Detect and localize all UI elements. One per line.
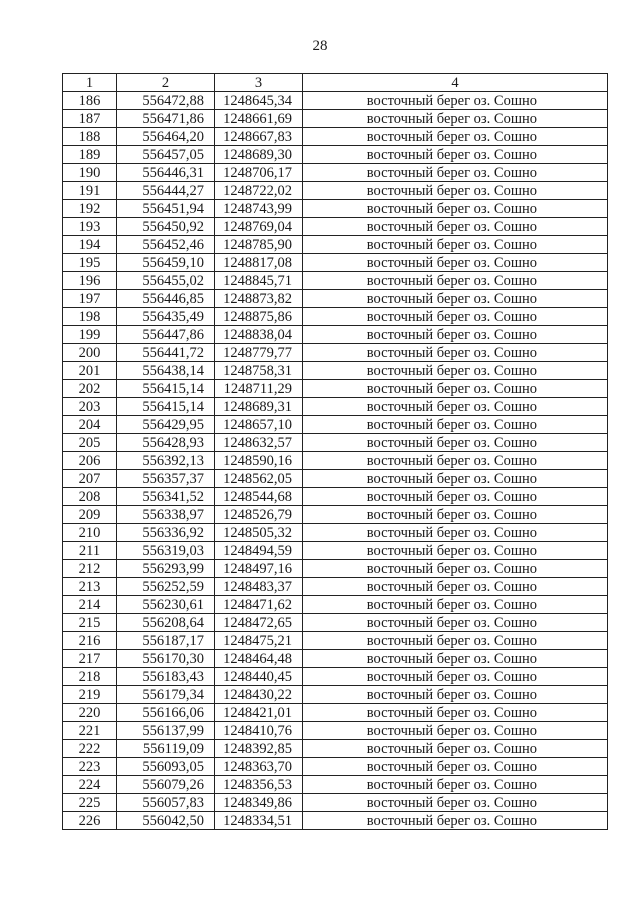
description-cell: восточный берег оз. Сошно xyxy=(303,452,608,470)
table-row xyxy=(63,614,608,632)
point-number-cell: 201 xyxy=(63,362,117,380)
point-number-cell: 217 xyxy=(63,650,117,668)
point-number-cell: 225 xyxy=(63,794,117,812)
y-coordinate-cell: 1248667,83 xyxy=(215,128,303,146)
x-coordinate-cell: 556459,10 xyxy=(117,254,215,272)
y-coordinate-cell: 1248494,59 xyxy=(215,542,303,560)
point-number-cell: 204 xyxy=(63,416,117,434)
y-coordinate-cell: 1248471,62 xyxy=(215,596,303,614)
table-row xyxy=(63,218,608,236)
y-coordinate-cell: 1248845,71 xyxy=(215,272,303,290)
table-row xyxy=(63,398,608,416)
point-number-cell: 194 xyxy=(63,236,117,254)
table-row xyxy=(63,146,608,164)
table-row xyxy=(63,434,608,452)
point-number-cell: 193 xyxy=(63,218,117,236)
y-coordinate-cell: 1248785,90 xyxy=(215,236,303,254)
point-number-cell: 208 xyxy=(63,488,117,506)
point-number-cell: 216 xyxy=(63,632,117,650)
point-number-cell: 195 xyxy=(63,254,117,272)
y-coordinate-cell: 1248430,22 xyxy=(215,686,303,704)
point-number-cell: 205 xyxy=(63,434,117,452)
description-cell: восточный берег оз. Сошно xyxy=(303,398,608,416)
description-cell: восточный берег оз. Сошно xyxy=(303,218,608,236)
point-number-cell: 226 xyxy=(63,812,117,830)
table-row xyxy=(63,380,608,398)
description-cell: восточный берег оз. Сошно xyxy=(303,164,608,182)
table-row xyxy=(63,650,608,668)
description-cell: восточный берег оз. Сошно xyxy=(303,722,608,740)
description-cell: восточный берег оз. Сошно xyxy=(303,92,608,110)
column-header-description: 4 xyxy=(303,74,608,92)
description-cell: восточный берег оз. Сошно xyxy=(303,614,608,632)
x-coordinate-cell: 556428,93 xyxy=(117,434,215,452)
description-cell: восточный берег оз. Сошно xyxy=(303,686,608,704)
point-number-cell: 214 xyxy=(63,596,117,614)
table-row xyxy=(63,794,608,812)
table-row xyxy=(63,290,608,308)
table-row xyxy=(63,128,608,146)
x-coordinate-cell: 556429,95 xyxy=(117,416,215,434)
y-coordinate-cell: 1248497,16 xyxy=(215,560,303,578)
table-row xyxy=(63,488,608,506)
point-number-cell: 212 xyxy=(63,560,117,578)
x-coordinate-cell: 556464,20 xyxy=(117,128,215,146)
table-row xyxy=(63,506,608,524)
x-coordinate-cell: 556392,13 xyxy=(117,452,215,470)
x-coordinate-cell: 556471,86 xyxy=(117,110,215,128)
x-coordinate-cell: 556450,92 xyxy=(117,218,215,236)
point-number-cell: 203 xyxy=(63,398,117,416)
y-coordinate-cell: 1248769,04 xyxy=(215,218,303,236)
description-cell: восточный берег оз. Сошно xyxy=(303,344,608,362)
x-coordinate-cell: 556179,34 xyxy=(117,686,215,704)
point-number-cell: 197 xyxy=(63,290,117,308)
description-cell: восточный берег оз. Сошно xyxy=(303,812,608,830)
y-coordinate-cell: 1248356,53 xyxy=(215,776,303,794)
x-coordinate-cell: 556446,31 xyxy=(117,164,215,182)
x-coordinate-cell: 556208,64 xyxy=(117,614,215,632)
y-coordinate-cell: 1248464,48 xyxy=(215,650,303,668)
x-coordinate-cell: 556438,14 xyxy=(117,362,215,380)
y-coordinate-cell: 1248661,69 xyxy=(215,110,303,128)
description-cell: восточный берег оз. Сошно xyxy=(303,254,608,272)
table-row xyxy=(63,344,608,362)
y-coordinate-cell: 1248421,01 xyxy=(215,704,303,722)
point-number-cell: 222 xyxy=(63,740,117,758)
y-coordinate-cell: 1248483,37 xyxy=(215,578,303,596)
description-cell: восточный берег оз. Сошно xyxy=(303,776,608,794)
point-number-cell: 196 xyxy=(63,272,117,290)
description-cell: восточный берег оз. Сошно xyxy=(303,542,608,560)
x-coordinate-cell: 556447,86 xyxy=(117,326,215,344)
description-cell: восточный берег оз. Сошно xyxy=(303,272,608,290)
x-coordinate-cell: 556230,61 xyxy=(117,596,215,614)
y-coordinate-cell: 1248410,76 xyxy=(215,722,303,740)
y-coordinate-cell: 1248838,04 xyxy=(215,326,303,344)
point-number-cell: 186 xyxy=(63,92,117,110)
description-cell: восточный берег оз. Сошно xyxy=(303,182,608,200)
x-coordinate-cell: 556452,46 xyxy=(117,236,215,254)
description-cell: восточный берег оз. Сошно xyxy=(303,128,608,146)
description-cell: восточный берег оз. Сошно xyxy=(303,740,608,758)
table-row xyxy=(63,542,608,560)
x-coordinate-cell: 556042,50 xyxy=(117,812,215,830)
description-cell: восточный берег оз. Сошно xyxy=(303,578,608,596)
table-row xyxy=(63,668,608,686)
description-cell: восточный берег оз. Сошно xyxy=(303,236,608,254)
x-coordinate-cell: 556441,72 xyxy=(117,344,215,362)
y-coordinate-cell: 1248758,31 xyxy=(215,362,303,380)
x-coordinate-cell: 556079,26 xyxy=(117,776,215,794)
table-row xyxy=(63,704,608,722)
x-coordinate-cell: 556319,03 xyxy=(117,542,215,560)
page-number: 28 xyxy=(312,38,328,54)
table-row xyxy=(63,560,608,578)
x-coordinate-cell: 556057,83 xyxy=(117,794,215,812)
x-coordinate-cell: 556457,05 xyxy=(117,146,215,164)
table-row xyxy=(63,812,608,830)
x-coordinate-cell: 556341,52 xyxy=(117,488,215,506)
description-cell: восточный берег оз. Сошно xyxy=(303,758,608,776)
table-row xyxy=(63,182,608,200)
description-cell: восточный берег оз. Сошно xyxy=(303,704,608,722)
y-coordinate-cell: 1248505,32 xyxy=(215,524,303,542)
table-row xyxy=(63,272,608,290)
x-coordinate-cell: 556444,27 xyxy=(117,182,215,200)
point-number-cell: 188 xyxy=(63,128,117,146)
point-number-cell: 200 xyxy=(63,344,117,362)
table-row xyxy=(63,632,608,650)
point-number-cell: 210 xyxy=(63,524,117,542)
point-number-cell: 221 xyxy=(63,722,117,740)
description-cell: восточный берег оз. Сошно xyxy=(303,362,608,380)
y-coordinate-cell: 1248349,86 xyxy=(215,794,303,812)
table-header-row xyxy=(63,74,608,92)
point-number-cell: 219 xyxy=(63,686,117,704)
table-row xyxy=(63,740,608,758)
y-coordinate-cell: 1248632,57 xyxy=(215,434,303,452)
description-cell: восточный берег оз. Сошно xyxy=(303,524,608,542)
description-cell: восточный берег оз. Сошно xyxy=(303,290,608,308)
x-coordinate-cell: 556183,43 xyxy=(117,668,215,686)
description-cell: восточный берег оз. Сошно xyxy=(303,632,608,650)
x-coordinate-cell: 556093,05 xyxy=(117,758,215,776)
x-coordinate-cell: 556336,92 xyxy=(117,524,215,542)
y-coordinate-cell: 1248562,05 xyxy=(215,470,303,488)
point-number-cell: 218 xyxy=(63,668,117,686)
y-coordinate-cell: 1248722,02 xyxy=(215,182,303,200)
table-row xyxy=(63,326,608,344)
table-row xyxy=(63,362,608,380)
x-coordinate-cell: 556119,09 xyxy=(117,740,215,758)
table-row xyxy=(63,308,608,326)
y-coordinate-cell: 1248875,86 xyxy=(215,308,303,326)
description-cell: восточный берег оз. Сошно xyxy=(303,470,608,488)
x-coordinate-cell: 556415,14 xyxy=(117,380,215,398)
y-coordinate-cell: 1248689,30 xyxy=(215,146,303,164)
description-cell: восточный берег оз. Сошно xyxy=(303,110,608,128)
point-number-cell: 220 xyxy=(63,704,117,722)
y-coordinate-cell: 1248657,10 xyxy=(215,416,303,434)
description-cell: восточный берег оз. Сошно xyxy=(303,650,608,668)
y-coordinate-cell: 1248590,16 xyxy=(215,452,303,470)
x-coordinate-cell: 556472,88 xyxy=(117,92,215,110)
point-number-cell: 202 xyxy=(63,380,117,398)
table-row xyxy=(63,92,608,110)
x-coordinate-cell: 556435,49 xyxy=(117,308,215,326)
column-header-y-coordinate: 3 xyxy=(215,74,303,92)
point-number-cell: 198 xyxy=(63,308,117,326)
table-row xyxy=(63,596,608,614)
point-number-cell: 190 xyxy=(63,164,117,182)
table-row xyxy=(63,110,608,128)
y-coordinate-cell: 1248526,79 xyxy=(215,506,303,524)
table-row xyxy=(63,578,608,596)
description-cell: восточный берег оз. Сошно xyxy=(303,488,608,506)
point-number-cell: 209 xyxy=(63,506,117,524)
description-cell: восточный берег оз. Сошно xyxy=(303,416,608,434)
point-number-cell: 187 xyxy=(63,110,117,128)
point-number-cell: 207 xyxy=(63,470,117,488)
description-cell: восточный берег оз. Сошно xyxy=(303,380,608,398)
y-coordinate-cell: 1248334,51 xyxy=(215,812,303,830)
x-coordinate-cell: 556252,59 xyxy=(117,578,215,596)
description-cell: восточный берег оз. Сошно xyxy=(303,668,608,686)
description-cell: восточный берег оз. Сошно xyxy=(303,308,608,326)
table-row xyxy=(63,776,608,794)
description-cell: восточный берег оз. Сошно xyxy=(303,434,608,452)
table-row xyxy=(63,524,608,542)
table-row xyxy=(63,164,608,182)
description-cell: восточный берег оз. Сошно xyxy=(303,326,608,344)
point-number-cell: 215 xyxy=(63,614,117,632)
description-cell: восточный берег оз. Сошно xyxy=(303,200,608,218)
table-row xyxy=(63,254,608,272)
point-number-cell: 211 xyxy=(63,542,117,560)
description-cell: восточный берег оз. Сошно xyxy=(303,560,608,578)
table-body xyxy=(63,92,608,830)
table-row xyxy=(63,236,608,254)
x-coordinate-cell: 556451,94 xyxy=(117,200,215,218)
point-number-cell: 191 xyxy=(63,182,117,200)
y-coordinate-cell: 1248475,21 xyxy=(215,632,303,650)
y-coordinate-cell: 1248472,65 xyxy=(215,614,303,632)
y-coordinate-cell: 1248706,17 xyxy=(215,164,303,182)
point-number-cell: 192 xyxy=(63,200,117,218)
column-header-x-coordinate: 2 xyxy=(117,74,215,92)
y-coordinate-cell: 1248779,77 xyxy=(215,344,303,362)
description-cell: восточный берег оз. Сошно xyxy=(303,596,608,614)
x-coordinate-cell: 556455,02 xyxy=(117,272,215,290)
y-coordinate-cell: 1248817,08 xyxy=(215,254,303,272)
table-row xyxy=(63,722,608,740)
y-coordinate-cell: 1248711,29 xyxy=(215,380,303,398)
point-number-cell: 199 xyxy=(63,326,117,344)
y-coordinate-cell: 1248392,85 xyxy=(215,740,303,758)
x-coordinate-cell: 556293,99 xyxy=(117,560,215,578)
x-coordinate-cell: 556357,37 xyxy=(117,470,215,488)
x-coordinate-cell: 556187,17 xyxy=(117,632,215,650)
table-row xyxy=(63,200,608,218)
y-coordinate-cell: 1248873,82 xyxy=(215,290,303,308)
y-coordinate-cell: 1248645,34 xyxy=(215,92,303,110)
x-coordinate-cell: 556137,99 xyxy=(117,722,215,740)
point-number-cell: 213 xyxy=(63,578,117,596)
description-cell: восточный берег оз. Сошно xyxy=(303,146,608,164)
y-coordinate-cell: 1248544,68 xyxy=(215,488,303,506)
column-header-point-number: 1 xyxy=(63,74,117,92)
description-cell: восточный берег оз. Сошно xyxy=(303,794,608,812)
table-row xyxy=(63,758,608,776)
x-coordinate-cell: 556338,97 xyxy=(117,506,215,524)
point-number-cell: 223 xyxy=(63,758,117,776)
description-cell: восточный берег оз. Сошно xyxy=(303,506,608,524)
point-number-cell: 189 xyxy=(63,146,117,164)
y-coordinate-cell: 1248363,70 xyxy=(215,758,303,776)
table-row xyxy=(63,470,608,488)
x-coordinate-cell: 556170,30 xyxy=(117,650,215,668)
y-coordinate-cell: 1248689,31 xyxy=(215,398,303,416)
point-number-cell: 206 xyxy=(63,452,117,470)
x-coordinate-cell: 556166,06 xyxy=(117,704,215,722)
y-coordinate-cell: 1248743,99 xyxy=(215,200,303,218)
point-number-cell: 224 xyxy=(63,776,117,794)
x-coordinate-cell: 556415,14 xyxy=(117,398,215,416)
y-coordinate-cell: 1248440,45 xyxy=(215,668,303,686)
table-row xyxy=(63,416,608,434)
table-row xyxy=(63,686,608,704)
table-row xyxy=(63,452,608,470)
coordinates-table xyxy=(62,73,608,830)
x-coordinate-cell: 556446,85 xyxy=(117,290,215,308)
